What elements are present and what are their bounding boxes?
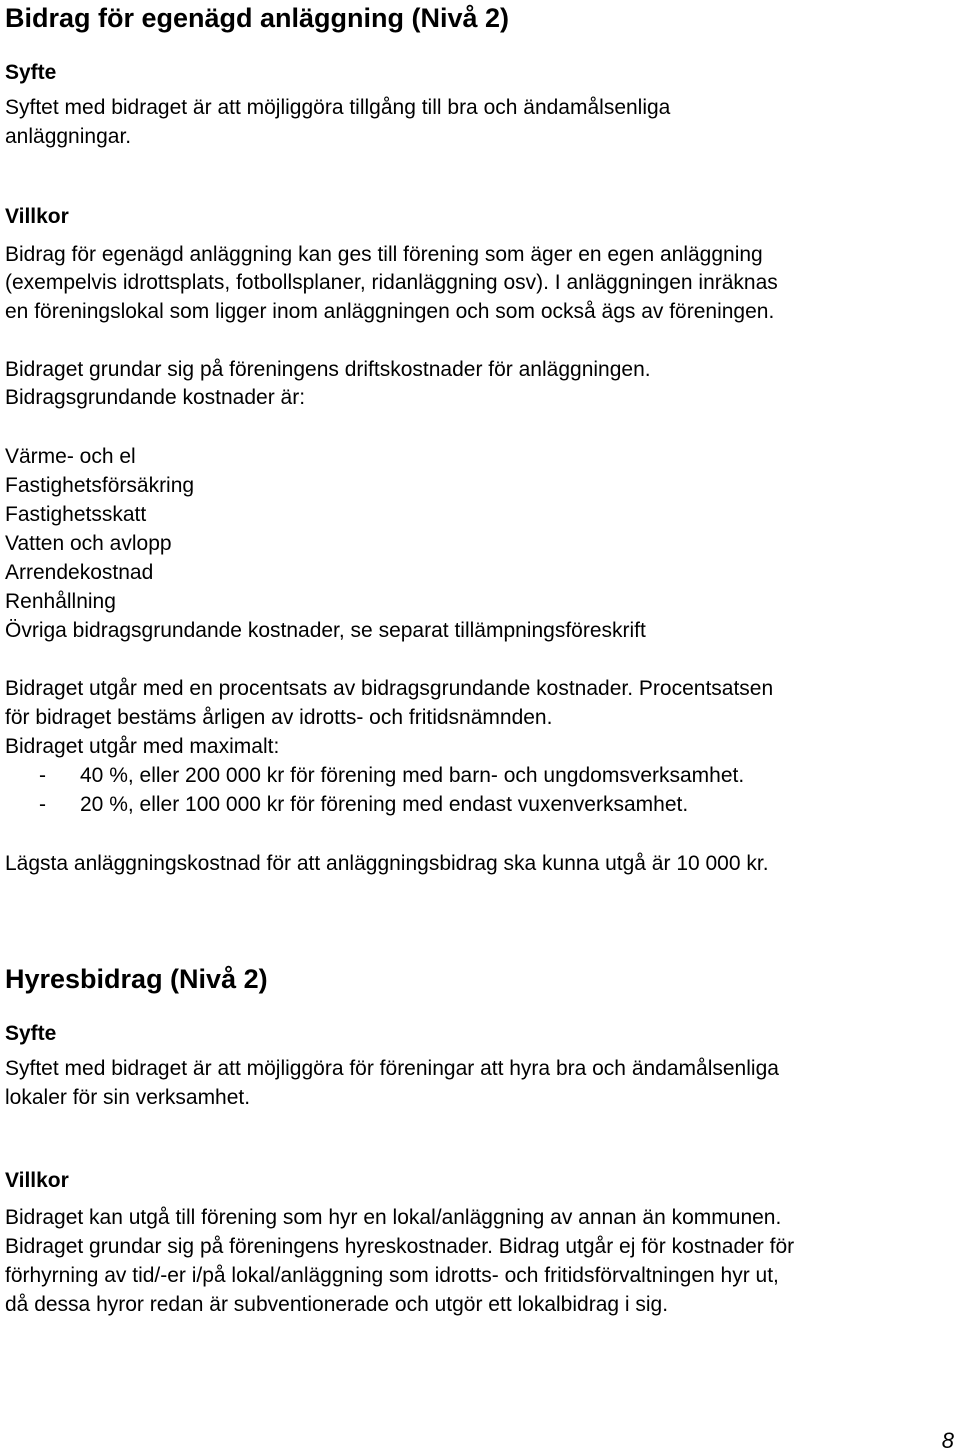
cost-item: Värme- och el xyxy=(5,445,136,468)
bullet-item xyxy=(5,762,744,790)
paragraph-line: då dessa hyror redan är subventionerade och utgör ett lokalbidrag i sig. xyxy=(5,1293,669,1316)
paragraph-line: för bidraget bestäms årligen av idrotts- och fritidsnämnden. xyxy=(5,706,553,729)
paragraph-line: Syftet med bidraget är att möjliggöra tillgång till bra och ändamålsenliga xyxy=(5,96,671,119)
syfte-heading: Syfte xyxy=(5,61,57,84)
paragraph-line: Bidraget utgår med en procentsats av bidragsgrundande kostnader. Procentsatsen xyxy=(5,677,774,700)
cost-item: Renhållning xyxy=(5,590,116,613)
cost-item: Övriga bidragsgrundande kostnader, se separat tillämpningsföreskrift xyxy=(5,619,646,642)
paragraph-line: (exempelvis idrottsplats, fotbollsplaner, ridanläggning osv). I anläggningen inräknas xyxy=(5,271,778,294)
paragraph-line: Bidragsgrundande kostnader är: xyxy=(5,386,306,409)
paragraph-line: Bidraget kan utgå till förening som hyr en lokal/anläggning av annan än kommunen. xyxy=(5,1206,782,1229)
paragraph-line: anläggningar. xyxy=(5,125,132,148)
paragraph-line: Bidraget grundar sig på föreningens driftskostnader för anläggningen. xyxy=(5,358,651,381)
paragraph-line: Bidraget utgår med maximalt: xyxy=(5,735,280,758)
cost-item: Fastighetsskatt xyxy=(5,503,147,526)
page-number: 8 xyxy=(941,1428,954,1453)
minimum-cost-line: Lägsta anläggningskostnad för att anläggningsbidrag ska kunna utgå är 10 000 kr. xyxy=(5,852,769,875)
paragraph-line: Syftet med bidraget är att möjliggöra för föreningar att hyra bra och ändamålsenliga xyxy=(5,1057,779,1080)
cost-item: Arrendekostnad xyxy=(5,561,154,584)
section-title-egenagd-anlaggning: Bidrag för egenägd anläggning (Nivå 2) xyxy=(5,3,510,33)
paragraph-line: förhyrning av tid/-er i/på lokal/anläggning som idrotts- och fritidsförvaltningen hyr ut, xyxy=(5,1264,779,1287)
paragraph-line: en föreningslokal som ligger inom anläggningen och som också ägs av föreningen. xyxy=(5,300,775,323)
paragraph-line: lokaler för sin verksamhet. xyxy=(5,1086,251,1109)
cost-item: Vatten och avlopp xyxy=(5,532,172,555)
bullet-item xyxy=(5,791,688,819)
bullet-dash: - xyxy=(39,793,46,816)
paragraph-line: Bidrag för egenägd anläggning kan ges till förening som äger en egen anläggning xyxy=(5,243,763,266)
bullet-dash: - xyxy=(39,764,46,787)
paragraph-line: Bidraget grundar sig på föreningens hyreskostnader. Bidrag utgår ej för kostnader för xyxy=(5,1235,795,1258)
bullet-text: 20 %, eller 100 000 kr för förening med endast vuxenverksamhet. xyxy=(80,793,689,816)
cost-item: Fastighetsförsäkring xyxy=(5,474,195,497)
villkor-heading: Villkor xyxy=(5,205,69,228)
section-title-hyresbidrag: Hyresbidrag (Nivå 2) xyxy=(5,964,268,994)
villkor-heading: Villkor xyxy=(5,1169,69,1192)
bullet-text: 40 %, eller 200 000 kr för förening med barn- och ungdomsverksamhet. xyxy=(80,764,745,787)
syfte-heading: Syfte xyxy=(5,1022,57,1045)
